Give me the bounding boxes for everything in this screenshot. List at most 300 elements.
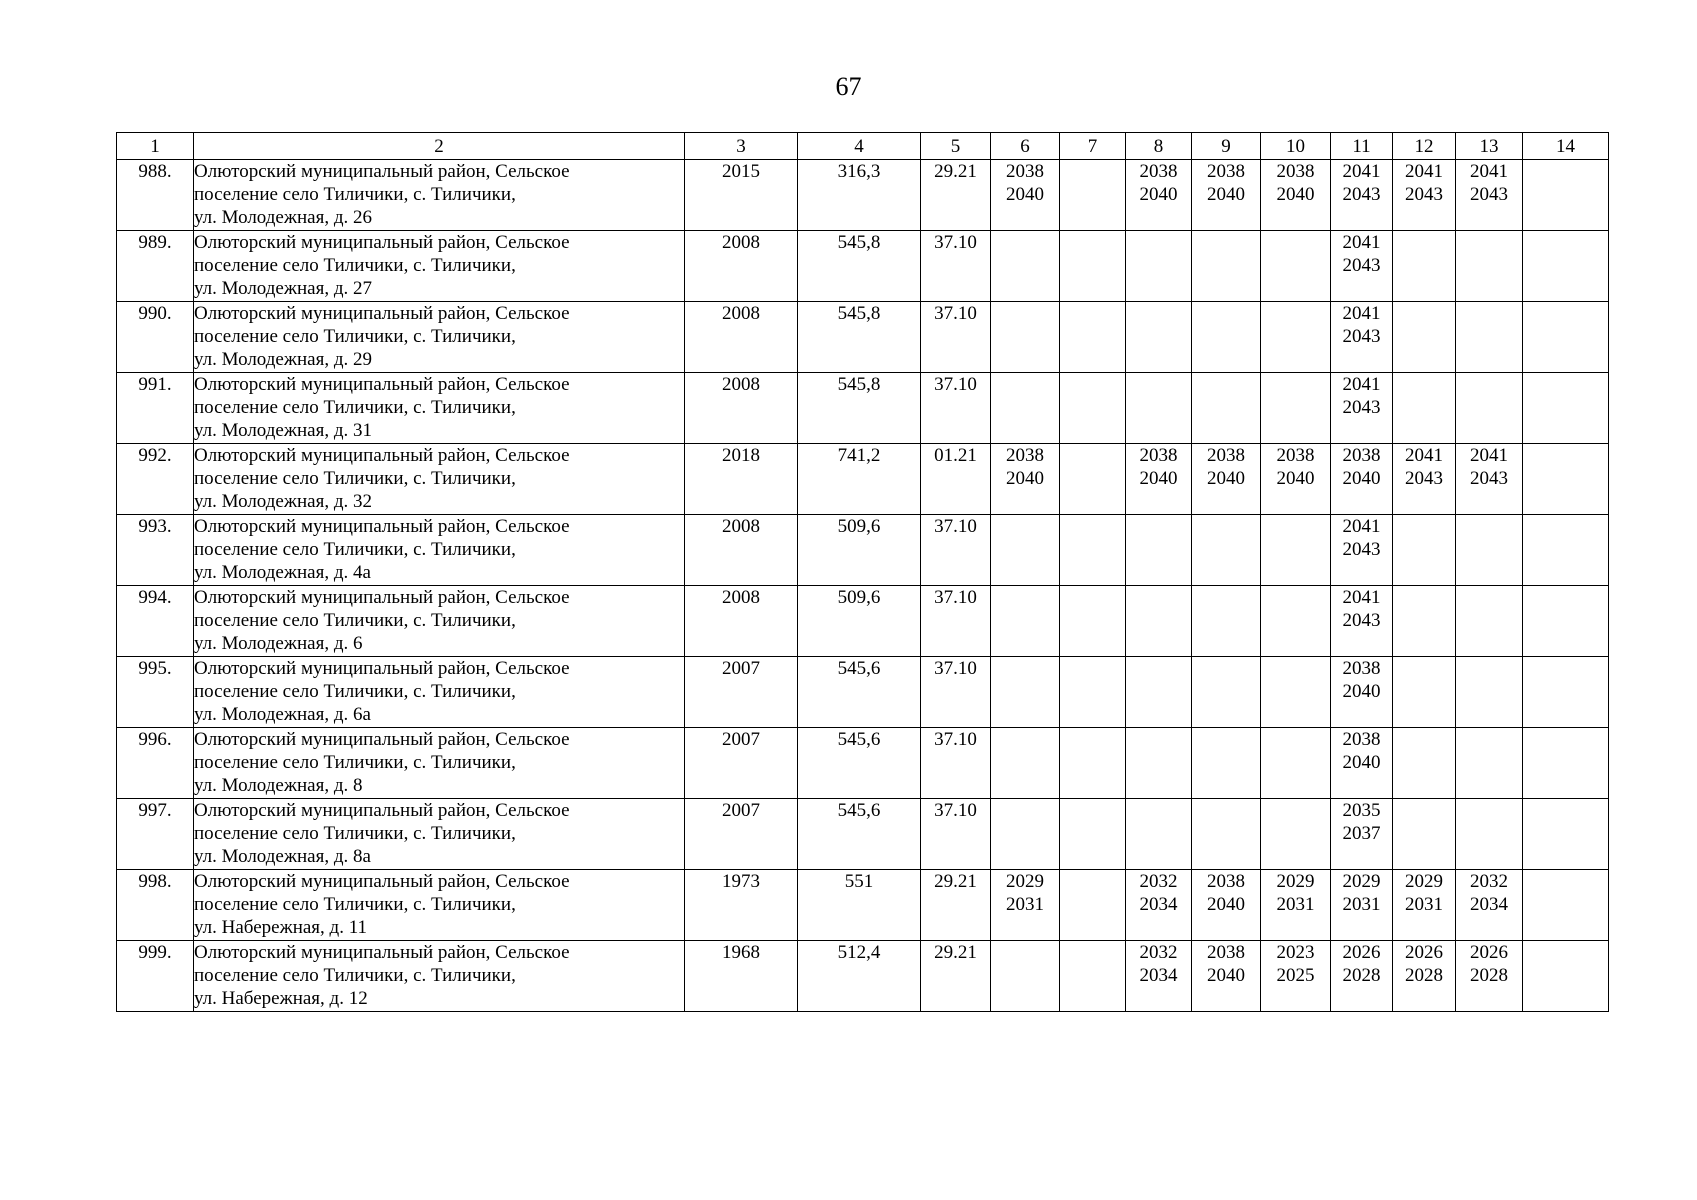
address-line: ул. Молодежная, д. 4а [194, 562, 371, 583]
table-row [117, 515, 1609, 586]
period-year: 2041 [1405, 445, 1443, 466]
period-cell-col-10 [1261, 515, 1331, 586]
period-cell-col-14 [1523, 799, 1609, 870]
period-year: 2040 [1207, 965, 1245, 986]
address-cell [194, 515, 685, 586]
column-header-8: 8 [1126, 133, 1192, 160]
period-cell-col-7 [1060, 586, 1126, 657]
period-year: 2028 [1405, 965, 1443, 986]
year-cell: 1968 [685, 941, 798, 1012]
period-cell-col-11 [1331, 231, 1393, 302]
period-cell-col-13 [1456, 941, 1523, 1012]
period-cell-col-14 [1523, 444, 1609, 515]
period-year: 2043 [1405, 184, 1443, 205]
period-cell-col-13 [1456, 870, 1523, 941]
column-header-11: 11 [1331, 133, 1393, 160]
address-line: поселение село Тиличики, с. Тиличики, [194, 752, 516, 773]
code-cell: 37.10 [921, 657, 991, 728]
period-cell-col-6 [991, 373, 1060, 444]
table-body [117, 160, 1609, 1012]
period-cell-col-6 [991, 941, 1060, 1012]
period-cell-col-8 [1126, 444, 1192, 515]
address-line: поселение село Тиличики, с. Тиличики, [194, 397, 516, 418]
period-cell-col-12 [1393, 160, 1456, 231]
period-year: 2029 [1276, 871, 1315, 892]
period-cell-col-7 [1060, 373, 1126, 444]
column-header-9: 9 [1192, 133, 1261, 160]
row-number: 992. [117, 444, 194, 515]
address-line: ул. Молодежная, д. 6а [194, 704, 371, 725]
period-cell-col-6 [991, 231, 1060, 302]
address-line: Олюторский муниципальный район, Сельское [194, 800, 570, 821]
table-header [117, 133, 1609, 160]
address-line: Олюторский муниципальный район, Сельское [194, 516, 570, 537]
period-cell-col-7 [1060, 231, 1126, 302]
year-cell: 2007 [685, 657, 798, 728]
period-year: 2043 [1342, 184, 1381, 205]
code-cell: 37.10 [921, 728, 991, 799]
period-year: 2041 [1342, 303, 1381, 324]
period-cell-col-14 [1523, 657, 1609, 728]
address-line: Олюторский муниципальный район, Сельское [194, 303, 570, 324]
period-year: 2029 [1405, 871, 1443, 892]
period-cell-col-8 [1126, 231, 1192, 302]
period-year: 2040 [1276, 468, 1315, 489]
period-cell-col-13 [1456, 160, 1523, 231]
column-header-14: 14 [1523, 133, 1609, 160]
period-cell-col-14 [1523, 160, 1609, 231]
period-year: 2041 [1342, 232, 1381, 253]
period-cell-col-6 [991, 160, 1060, 231]
period-cell-col-7 [1060, 799, 1126, 870]
period-cell-col-8 [1126, 515, 1192, 586]
code-cell: 01.21 [921, 444, 991, 515]
period-cell-col-8 [1126, 373, 1192, 444]
address-line: поселение село Тиличики, с. Тиличики, [194, 326, 516, 347]
address-line: ул. Молодежная, д. 29 [194, 349, 372, 370]
table-row [117, 302, 1609, 373]
period-year: 2038 [1006, 161, 1044, 182]
address-cell [194, 231, 685, 302]
period-cell-col-12 [1393, 231, 1456, 302]
row-number: 998. [117, 870, 194, 941]
address-line: поселение село Тиличики, с. Тиличики, [194, 610, 516, 631]
period-cell-col-11 [1331, 515, 1393, 586]
column-header-10: 10 [1261, 133, 1331, 160]
address-line: поселение село Тиличики, с. Тиличики, [194, 823, 516, 844]
period-year: 2040 [1342, 681, 1381, 702]
table-row [117, 941, 1609, 1012]
address-line: поселение село Тиличики, с. Тиличики, [194, 965, 516, 986]
period-year: 2043 [1470, 468, 1508, 489]
period-cell-col-11 [1331, 302, 1393, 373]
period-year: 2029 [1342, 871, 1381, 892]
year-cell: 2007 [685, 728, 798, 799]
period-year: 2038 [1276, 445, 1315, 466]
period-year: 2034 [1139, 965, 1178, 986]
address-cell [194, 160, 685, 231]
period-year: 2031 [1006, 894, 1044, 915]
page-number: 67 [835, 72, 862, 101]
code-cell: 29.21 [921, 870, 991, 941]
row-number: 995. [117, 657, 194, 728]
period-cell-col-13 [1456, 231, 1523, 302]
period-cell-col-9 [1192, 160, 1261, 231]
period-year: 2038 [1276, 161, 1315, 182]
address-cell [194, 870, 685, 941]
row-number: 996. [117, 728, 194, 799]
address-line: поселение село Тиличики, с. Тиличики, [194, 255, 516, 276]
period-cell-col-12 [1393, 799, 1456, 870]
period-cell-col-6 [991, 657, 1060, 728]
period-year: 2041 [1342, 374, 1381, 395]
period-cell-col-7 [1060, 515, 1126, 586]
period-cell-col-10 [1261, 870, 1331, 941]
table-row [117, 586, 1609, 657]
period-cell-col-10 [1261, 160, 1331, 231]
period-year: 2038 [1006, 445, 1044, 466]
period-cell-col-10 [1261, 231, 1331, 302]
address-line: ул. Молодежная, д. 31 [194, 420, 372, 441]
period-cell-col-6 [991, 444, 1060, 515]
column-header-12: 12 [1393, 133, 1456, 160]
period-cell-col-12 [1393, 657, 1456, 728]
period-year: 2038 [1207, 445, 1245, 466]
address-line: поселение село Тиличики, с. Тиличики, [194, 184, 516, 205]
address-line: ул. Молодежная, д. 8 [194, 775, 363, 796]
period-cell-col-14 [1523, 728, 1609, 799]
address-cell [194, 799, 685, 870]
period-cell-col-10 [1261, 302, 1331, 373]
period-cell-col-14 [1523, 870, 1609, 941]
period-year: 2040 [1006, 184, 1044, 205]
period-year: 2025 [1276, 965, 1315, 986]
period-cell-col-10 [1261, 799, 1331, 870]
period-cell-col-9 [1192, 870, 1261, 941]
address-cell [194, 586, 685, 657]
period-year: 2034 [1470, 894, 1508, 915]
period-cell-col-12 [1393, 586, 1456, 657]
address-line: Олюторский муниципальный район, Сельское [194, 374, 570, 395]
area-cell: 545,6 [798, 799, 921, 870]
address-line: поселение село Тиличики, с. Тиличики, [194, 468, 516, 489]
period-cell-col-12 [1393, 728, 1456, 799]
period-year: 2043 [1342, 255, 1381, 276]
address-line: Олюторский муниципальный район, Сельское [194, 942, 570, 963]
period-cell-col-12 [1393, 373, 1456, 444]
period-cell-col-6 [991, 515, 1060, 586]
period-year: 2031 [1276, 894, 1315, 915]
period-cell-col-8 [1126, 799, 1192, 870]
period-cell-col-8 [1126, 657, 1192, 728]
code-cell: 37.10 [921, 231, 991, 302]
period-cell-col-10 [1261, 728, 1331, 799]
area-cell: 551 [798, 870, 921, 941]
year-cell: 2008 [685, 231, 798, 302]
code-cell: 37.10 [921, 515, 991, 586]
period-year: 2038 [1207, 161, 1245, 182]
period-cell-col-10 [1261, 586, 1331, 657]
address-line: ул. Молодежная, д. 32 [194, 491, 372, 512]
period-cell-col-14 [1523, 941, 1609, 1012]
period-cell-col-13 [1456, 657, 1523, 728]
period-year: 2028 [1470, 965, 1508, 986]
period-year: 2023 [1276, 942, 1315, 963]
row-number: 988. [117, 160, 194, 231]
address-line: Олюторский муниципальный район, Сельское [194, 871, 570, 892]
period-cell-col-14 [1523, 586, 1609, 657]
period-cell-col-13 [1456, 799, 1523, 870]
period-year: 2043 [1405, 468, 1443, 489]
period-year: 2038 [1139, 445, 1178, 466]
column-header-7: 7 [1060, 133, 1126, 160]
period-year: 2040 [1342, 468, 1381, 489]
table-row [117, 870, 1609, 941]
period-cell-col-11 [1331, 586, 1393, 657]
period-cell-col-11 [1331, 160, 1393, 231]
period-year: 2041 [1470, 445, 1508, 466]
address-line: Олюторский муниципальный район, Сельское [194, 445, 570, 466]
period-cell-col-9 [1192, 941, 1261, 1012]
period-cell-col-13 [1456, 302, 1523, 373]
area-cell: 509,6 [798, 515, 921, 586]
period-year: 2043 [1470, 184, 1508, 205]
period-cell-col-8 [1126, 728, 1192, 799]
period-cell-col-11 [1331, 373, 1393, 444]
area-cell: 545,8 [798, 231, 921, 302]
period-cell-col-12 [1393, 302, 1456, 373]
period-cell-col-8 [1126, 941, 1192, 1012]
period-cell-col-6 [991, 302, 1060, 373]
period-cell-col-12 [1393, 941, 1456, 1012]
period-year: 2029 [1006, 871, 1044, 892]
period-cell-col-11 [1331, 941, 1393, 1012]
area-cell: 545,8 [798, 302, 921, 373]
period-cell-col-7 [1060, 870, 1126, 941]
area-cell: 545,8 [798, 373, 921, 444]
code-cell: 29.21 [921, 941, 991, 1012]
area-cell: 512,4 [798, 941, 921, 1012]
address-cell [194, 941, 685, 1012]
address-cell [194, 302, 685, 373]
row-number: 989. [117, 231, 194, 302]
address-line: ул. Набережная, д. 11 [194, 917, 368, 938]
period-cell-col-12 [1393, 515, 1456, 586]
period-cell-col-8 [1126, 870, 1192, 941]
period-year: 2043 [1342, 326, 1381, 347]
code-cell: 37.10 [921, 302, 991, 373]
address-line: Олюторский муниципальный район, Сельское [194, 729, 570, 750]
address-cell [194, 444, 685, 515]
code-cell: 37.10 [921, 586, 991, 657]
column-header-3: 3 [685, 133, 798, 160]
period-year: 2038 [1207, 942, 1245, 963]
period-year: 2041 [1342, 587, 1381, 608]
area-cell: 741,2 [798, 444, 921, 515]
period-year: 2028 [1342, 965, 1381, 986]
period-year: 2040 [1139, 184, 1178, 205]
address-line: Олюторский муниципальный район, Сельское [194, 232, 570, 253]
period-cell-col-9 [1192, 444, 1261, 515]
period-cell-col-14 [1523, 231, 1609, 302]
period-year: 2031 [1342, 894, 1381, 915]
period-cell-col-6 [991, 870, 1060, 941]
area-cell: 545,6 [798, 728, 921, 799]
table-row [117, 444, 1609, 515]
column-header-2: 2 [194, 133, 685, 160]
period-cell-col-13 [1456, 444, 1523, 515]
year-cell: 2007 [685, 799, 798, 870]
address-cell [194, 657, 685, 728]
period-year: 2041 [1405, 161, 1443, 182]
period-cell-col-11 [1331, 799, 1393, 870]
period-year: 2038 [1342, 658, 1381, 679]
period-cell-col-9 [1192, 231, 1261, 302]
period-cell-col-6 [991, 799, 1060, 870]
period-cell-col-7 [1060, 444, 1126, 515]
period-cell-col-9 [1192, 799, 1261, 870]
year-cell: 2008 [685, 373, 798, 444]
area-cell: 509,6 [798, 586, 921, 657]
period-year: 2026 [1405, 942, 1443, 963]
period-cell-col-7 [1060, 728, 1126, 799]
address-line: поселение село Тиличики, с. Тиличики, [194, 539, 516, 560]
period-cell-col-11 [1331, 657, 1393, 728]
period-year: 2026 [1470, 942, 1508, 963]
row-number: 990. [117, 302, 194, 373]
period-cell-col-10 [1261, 373, 1331, 444]
row-number: 993. [117, 515, 194, 586]
code-cell: 29.21 [921, 160, 991, 231]
year-cell: 2018 [685, 444, 798, 515]
period-year: 2041 [1342, 516, 1381, 537]
address-line: ул. Молодежная, д. 26 [194, 207, 372, 228]
period-year: 2043 [1342, 539, 1381, 560]
address-cell [194, 728, 685, 799]
period-cell-col-7 [1060, 941, 1126, 1012]
column-header-5: 5 [921, 133, 991, 160]
address-line: поселение село Тиличики, с. Тиличики, [194, 681, 516, 702]
period-cell-col-13 [1456, 728, 1523, 799]
period-year: 2040 [1276, 184, 1315, 205]
table-row [117, 799, 1609, 870]
period-cell-col-8 [1126, 160, 1192, 231]
period-cell-col-7 [1060, 657, 1126, 728]
period-cell-col-13 [1456, 515, 1523, 586]
period-year: 2034 [1139, 894, 1178, 915]
housing-table [116, 132, 1609, 1012]
row-number: 994. [117, 586, 194, 657]
period-cell-col-9 [1192, 657, 1261, 728]
period-cell-col-8 [1126, 586, 1192, 657]
column-header-4: 4 [798, 133, 921, 160]
table-row [117, 160, 1609, 231]
year-cell: 2008 [685, 515, 798, 586]
period-year: 2026 [1342, 942, 1381, 963]
period-year: 2040 [1207, 894, 1245, 915]
period-cell-col-10 [1261, 444, 1331, 515]
period-cell-col-10 [1261, 941, 1331, 1012]
period-cell-col-11 [1331, 870, 1393, 941]
row-number: 997. [117, 799, 194, 870]
column-header-13: 13 [1456, 133, 1523, 160]
period-cell-col-7 [1060, 302, 1126, 373]
period-year: 2038 [1342, 445, 1381, 466]
period-year: 2043 [1342, 610, 1381, 631]
period-cell-col-6 [991, 586, 1060, 657]
period-cell-col-14 [1523, 373, 1609, 444]
address-line: Олюторский муниципальный район, Сельское [194, 587, 570, 608]
table-row [117, 657, 1609, 728]
year-cell: 2008 [685, 586, 798, 657]
table-row [117, 231, 1609, 302]
period-cell-col-9 [1192, 302, 1261, 373]
area-cell: 545,6 [798, 657, 921, 728]
address-line: ул. Молодежная, д. 6 [194, 633, 363, 654]
address-line: ул. Молодежная, д. 27 [194, 278, 372, 299]
period-cell-col-13 [1456, 373, 1523, 444]
period-cell-col-10 [1261, 657, 1331, 728]
period-cell-col-11 [1331, 444, 1393, 515]
period-cell-col-6 [991, 728, 1060, 799]
period-year: 2032 [1139, 942, 1178, 963]
area-cell: 316,3 [798, 160, 921, 231]
period-cell-col-8 [1126, 302, 1192, 373]
period-year: 2041 [1470, 161, 1508, 182]
table-row [117, 728, 1609, 799]
period-year: 2032 [1470, 871, 1508, 892]
period-year: 2038 [1207, 871, 1245, 892]
table-row [117, 373, 1609, 444]
period-cell-col-9 [1192, 728, 1261, 799]
address-line: Олюторский муниципальный район, Сельское [194, 161, 570, 182]
row-number: 991. [117, 373, 194, 444]
address-cell [194, 373, 685, 444]
period-cell-col-7 [1060, 160, 1126, 231]
period-year: 2038 [1139, 161, 1178, 182]
period-year: 2032 [1139, 871, 1178, 892]
period-cell-col-12 [1393, 444, 1456, 515]
address-line: ул. Молодежная, д. 8а [194, 846, 371, 867]
period-cell-col-12 [1393, 870, 1456, 941]
period-year: 2040 [1207, 468, 1245, 489]
period-cell-col-9 [1192, 373, 1261, 444]
period-year: 2040 [1006, 468, 1044, 489]
period-cell-col-9 [1192, 515, 1261, 586]
code-cell: 37.10 [921, 799, 991, 870]
period-cell-col-13 [1456, 586, 1523, 657]
period-cell-col-14 [1523, 515, 1609, 586]
period-year: 2040 [1207, 184, 1245, 205]
column-header-1: 1 [117, 133, 194, 160]
year-cell: 2008 [685, 302, 798, 373]
period-year: 2035 [1342, 800, 1381, 821]
period-cell-col-14 [1523, 302, 1609, 373]
period-cell-col-9 [1192, 586, 1261, 657]
period-year: 2043 [1342, 397, 1381, 418]
period-year: 2031 [1405, 894, 1443, 915]
period-cell-col-11 [1331, 728, 1393, 799]
address-line: поселение село Тиличики, с. Тиличики, [194, 894, 516, 915]
code-cell: 37.10 [921, 373, 991, 444]
address-line: ул. Набережная, д. 12 [194, 988, 368, 1009]
header-row [117, 133, 1609, 160]
year-cell: 2015 [685, 160, 798, 231]
column-header-6: 6 [991, 133, 1060, 160]
period-year: 2040 [1139, 468, 1178, 489]
row-number: 999. [117, 941, 194, 1012]
period-year: 2040 [1342, 752, 1381, 773]
